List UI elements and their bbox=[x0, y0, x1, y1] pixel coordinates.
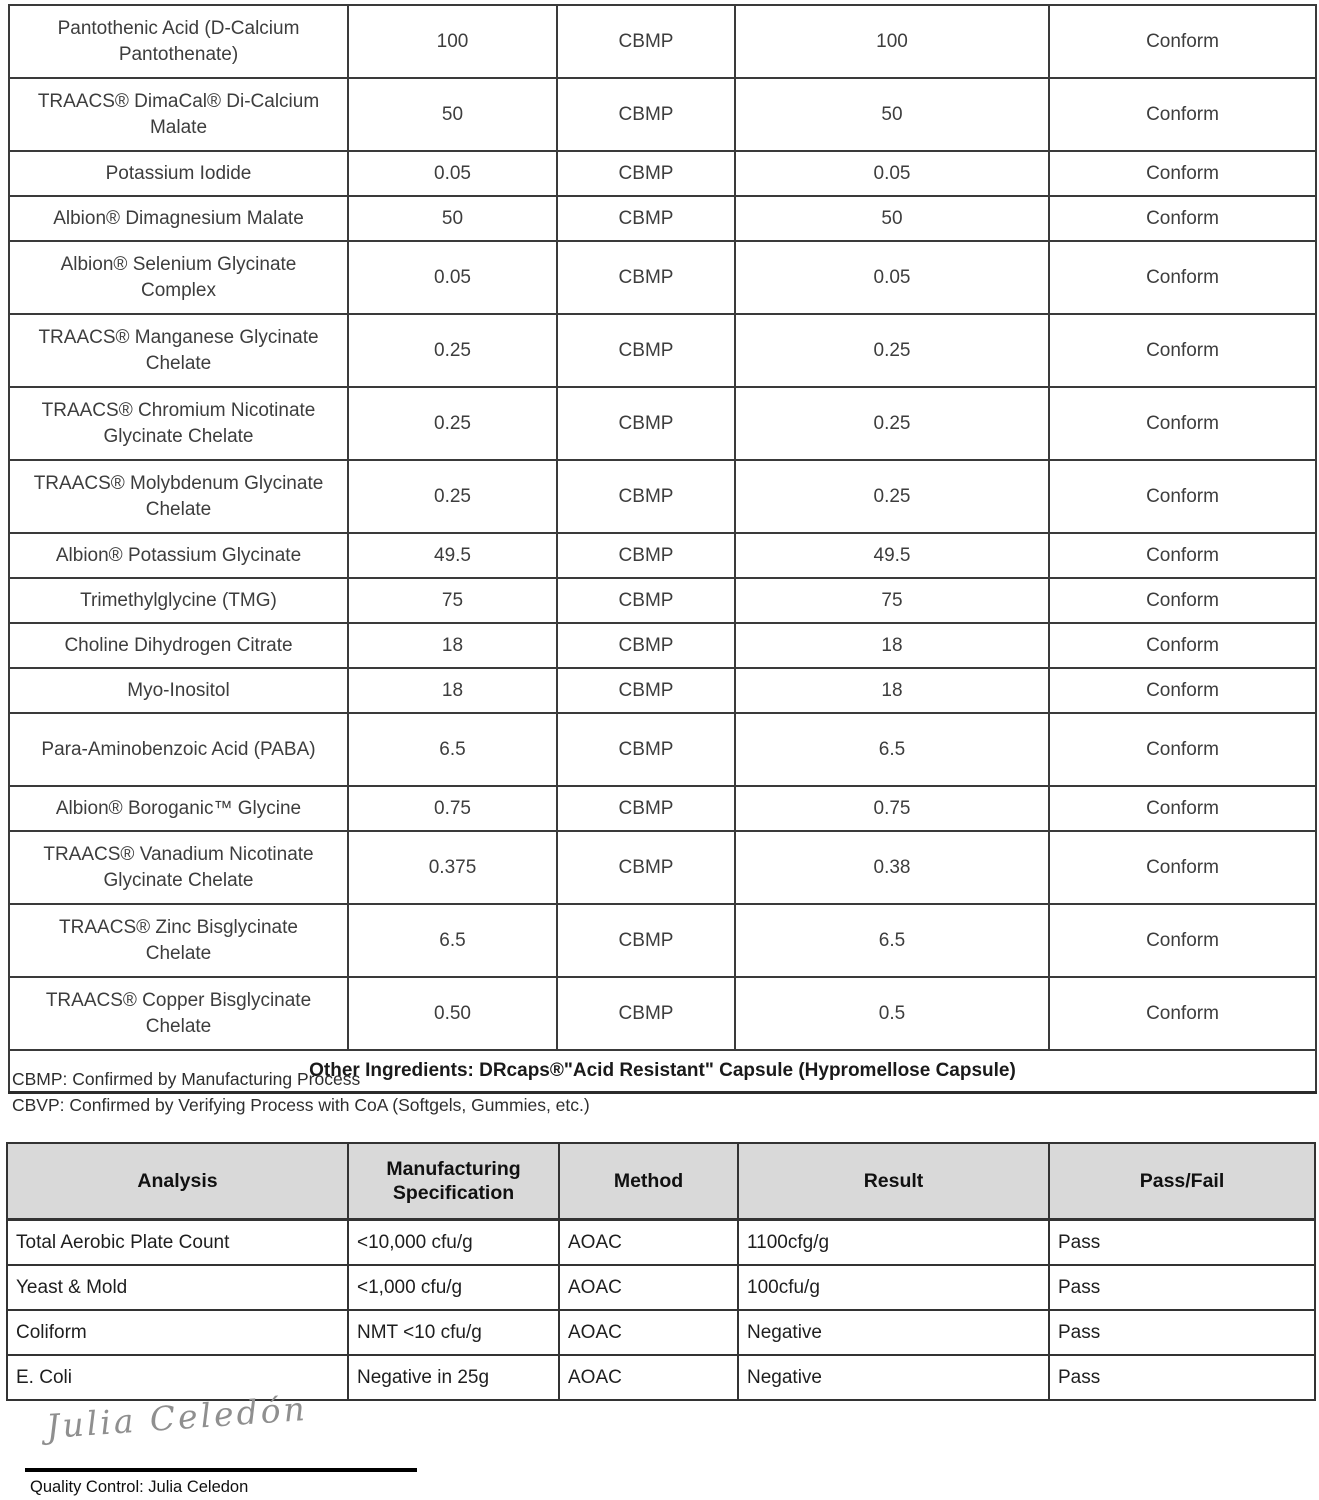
result-cell: 6.5 bbox=[735, 713, 1049, 786]
conform-cell: Conform bbox=[1049, 78, 1316, 151]
table-row bbox=[9, 5, 1316, 78]
analysis-cell: Coliform bbox=[7, 1310, 348, 1355]
ingredient-cell: Myo-Inositol bbox=[9, 668, 348, 713]
conform-cell: Conform bbox=[1049, 578, 1316, 623]
table-row bbox=[9, 578, 1316, 623]
spec-cell: 0.05 bbox=[348, 241, 557, 314]
spec-cell: 50 bbox=[348, 78, 557, 151]
spec-cell: 0.25 bbox=[348, 314, 557, 387]
table-row bbox=[9, 904, 1316, 977]
pass-fail-cell: Pass bbox=[1049, 1310, 1315, 1355]
column-header-method: Method bbox=[559, 1143, 738, 1220]
analysis-row bbox=[7, 1355, 1315, 1400]
table-row bbox=[9, 977, 1316, 1050]
conform-cell: Conform bbox=[1049, 668, 1316, 713]
column-header-manufacturing-specification: Manufacturing Specification bbox=[348, 1143, 559, 1220]
result-cell: Negative bbox=[738, 1355, 1049, 1400]
result-cell: 6.5 bbox=[735, 904, 1049, 977]
analysis-row bbox=[7, 1310, 1315, 1355]
ingredient-cell: TRAACS® Manganese Glycinate Chelate bbox=[9, 314, 348, 387]
specification-cell: NMT <10 cfu/g bbox=[348, 1310, 559, 1355]
column-header-result: Result bbox=[738, 1143, 1049, 1220]
method-cell: CBMP bbox=[557, 314, 735, 387]
result-cell: 18 bbox=[735, 623, 1049, 668]
result-cell: 0.75 bbox=[735, 786, 1049, 831]
pass-fail-cell: Pass bbox=[1049, 1355, 1315, 1400]
specification-cell: <1,000 cfu/g bbox=[348, 1265, 559, 1310]
method-cell: CBMP bbox=[557, 196, 735, 241]
table-row bbox=[9, 786, 1316, 831]
conform-cell: Conform bbox=[1049, 904, 1316, 977]
spec-cell: 0.05 bbox=[348, 151, 557, 196]
table-row bbox=[9, 713, 1316, 786]
quality-control-label: Quality Control: Julia Celedon bbox=[30, 1478, 249, 1496]
table-row bbox=[9, 78, 1316, 151]
conform-cell: Conform bbox=[1049, 786, 1316, 831]
table-row bbox=[9, 460, 1316, 533]
conform-cell: Conform bbox=[1049, 196, 1316, 241]
table-row bbox=[9, 196, 1316, 241]
ingredient-cell: TRAACS® Vanadium Nicotinate Glycinate Chelate bbox=[9, 831, 348, 904]
ingredient-cell: Albion® Selenium Glycinate Complex bbox=[9, 241, 348, 314]
column-header-pass-fail: Pass/Fail bbox=[1049, 1143, 1315, 1220]
method-cell: CBMP bbox=[557, 668, 735, 713]
ingredient-cell: Para-Aminobenzoic Acid (PABA) bbox=[9, 713, 348, 786]
signature-handwriting: Julia Celedón bbox=[44, 1388, 309, 1447]
result-cell: 18 bbox=[735, 668, 1049, 713]
conform-cell: Conform bbox=[1049, 533, 1316, 578]
legend-notes bbox=[12, 1066, 590, 1118]
table-row bbox=[9, 623, 1316, 668]
result-cell: 100cfu/g bbox=[738, 1265, 1049, 1310]
ingredient-cell: Choline Dihydrogen Citrate bbox=[9, 623, 348, 668]
result-cell: 0.38 bbox=[735, 831, 1049, 904]
note-cbmp: CBMP: Confirmed by Manufacturing Process bbox=[12, 1069, 361, 1089]
table-row bbox=[9, 314, 1316, 387]
method-cell: CBMP bbox=[557, 460, 735, 533]
result-cell: 0.05 bbox=[735, 241, 1049, 314]
ingredient-results-table bbox=[8, 4, 1317, 1094]
method-cell: CBMP bbox=[557, 78, 735, 151]
table-row bbox=[9, 387, 1316, 460]
spec-cell: 50 bbox=[348, 196, 557, 241]
analysis-cell: E. Coli bbox=[7, 1355, 348, 1400]
result-cell: 50 bbox=[735, 196, 1049, 241]
conform-cell: Conform bbox=[1049, 623, 1316, 668]
conform-cell: Conform bbox=[1049, 713, 1316, 786]
spec-cell: 0.25 bbox=[348, 387, 557, 460]
method-cell: CBMP bbox=[557, 387, 735, 460]
ingredient-cell: Potassium Iodide bbox=[9, 151, 348, 196]
method-cell: CBMP bbox=[557, 786, 735, 831]
result-cell: 0.25 bbox=[735, 387, 1049, 460]
conform-cell: Conform bbox=[1049, 977, 1316, 1050]
method-cell: CBMP bbox=[557, 151, 735, 196]
ingredient-cell: TRAACS® Chromium Nicotinate Glycinate Chelate bbox=[9, 387, 348, 460]
result-cell: 100 bbox=[735, 5, 1049, 78]
analysis-row bbox=[7, 1220, 1315, 1266]
spec-cell: 18 bbox=[348, 668, 557, 713]
table-row bbox=[9, 241, 1316, 314]
method-cell: CBMP bbox=[557, 831, 735, 904]
table-row bbox=[9, 831, 1316, 904]
column-header-analysis: Analysis bbox=[7, 1143, 348, 1220]
ingredient-cell: Pantothenic Acid (D-Calcium Pantothenate) bbox=[9, 5, 348, 78]
table-row bbox=[9, 533, 1316, 578]
result-cell: 0.05 bbox=[735, 151, 1049, 196]
result-cell: 50 bbox=[735, 78, 1049, 151]
ingredient-cell: Albion® Boroganic™ Glycine bbox=[9, 786, 348, 831]
conform-cell: Conform bbox=[1049, 831, 1316, 904]
conform-cell: Conform bbox=[1049, 314, 1316, 387]
ingredient-cell: Albion® Potassium Glycinate bbox=[9, 533, 348, 578]
signature-line bbox=[25, 1468, 417, 1472]
result-cell: 75 bbox=[735, 578, 1049, 623]
ingredient-cell: Trimethylglycine (TMG) bbox=[9, 578, 348, 623]
method-cell: AOAC bbox=[559, 1310, 738, 1355]
table-row bbox=[9, 151, 1316, 196]
result-cell: 0.25 bbox=[735, 314, 1049, 387]
note-cbvp: CBVP: Confirmed by Verifying Process with CoA (Softgels, Gummies, etc.) bbox=[12, 1095, 590, 1115]
table-row bbox=[9, 668, 1316, 713]
spec-cell: 0.25 bbox=[348, 460, 557, 533]
method-cell: CBMP bbox=[557, 977, 735, 1050]
method-cell: AOAC bbox=[559, 1220, 738, 1266]
method-cell: AOAC bbox=[559, 1265, 738, 1310]
other-ingredients-text: Other Ingredients: DRcaps®"Acid Resistant" Capsule (Hypromellose Capsule) bbox=[9, 1050, 1316, 1093]
result-cell: 49.5 bbox=[735, 533, 1049, 578]
method-cell: CBMP bbox=[557, 904, 735, 977]
microbial-analysis-table bbox=[6, 1142, 1316, 1401]
method-cell: AOAC bbox=[559, 1355, 738, 1400]
analysis-cell: Yeast & Mold bbox=[7, 1265, 348, 1310]
conform-cell: Conform bbox=[1049, 460, 1316, 533]
spec-cell: 100 bbox=[348, 5, 557, 78]
conform-cell: Conform bbox=[1049, 387, 1316, 460]
spec-cell: 0.50 bbox=[348, 977, 557, 1050]
result-cell: 0.5 bbox=[735, 977, 1049, 1050]
analysis-cell: Total Aerobic Plate Count bbox=[7, 1220, 348, 1266]
spec-cell: 0.75 bbox=[348, 786, 557, 831]
conform-cell: Conform bbox=[1049, 5, 1316, 78]
method-cell: CBMP bbox=[557, 241, 735, 314]
spec-cell: 18 bbox=[348, 623, 557, 668]
spec-cell: 6.5 bbox=[348, 904, 557, 977]
ingredient-cell: TRAACS® Zinc Bisglycinate Chelate bbox=[9, 904, 348, 977]
method-cell: CBMP bbox=[557, 578, 735, 623]
result-cell: Negative bbox=[738, 1310, 1049, 1355]
method-cell: CBMP bbox=[557, 623, 735, 668]
result-cell: 0.25 bbox=[735, 460, 1049, 533]
analysis-row bbox=[7, 1265, 1315, 1310]
spec-cell: 49.5 bbox=[348, 533, 557, 578]
method-cell: CBMP bbox=[557, 5, 735, 78]
spec-cell: 0.375 bbox=[348, 831, 557, 904]
ingredient-cell: Albion® Dimagnesium Malate bbox=[9, 196, 348, 241]
conform-cell: Conform bbox=[1049, 151, 1316, 196]
result-cell: 1100cfg/g bbox=[738, 1220, 1049, 1266]
specification-cell: <10,000 cfu/g bbox=[348, 1220, 559, 1266]
spec-cell: 6.5 bbox=[348, 713, 557, 786]
ingredient-cell: TRAACS® Copper Bisglycinate Chelate bbox=[9, 977, 348, 1050]
pass-fail-cell: Pass bbox=[1049, 1265, 1315, 1310]
pass-fail-cell: Pass bbox=[1049, 1220, 1315, 1266]
analysis-header-row bbox=[7, 1143, 1315, 1220]
conform-cell: Conform bbox=[1049, 241, 1316, 314]
specification-cell: Negative in 25g bbox=[348, 1355, 559, 1400]
spec-cell: 75 bbox=[348, 578, 557, 623]
method-cell: CBMP bbox=[557, 533, 735, 578]
method-cell: CBMP bbox=[557, 713, 735, 786]
ingredient-cell: TRAACS® Molybdenum Glycinate Chelate bbox=[9, 460, 348, 533]
ingredient-cell: TRAACS® DimaCal® Di-Calcium Malate bbox=[9, 78, 348, 151]
